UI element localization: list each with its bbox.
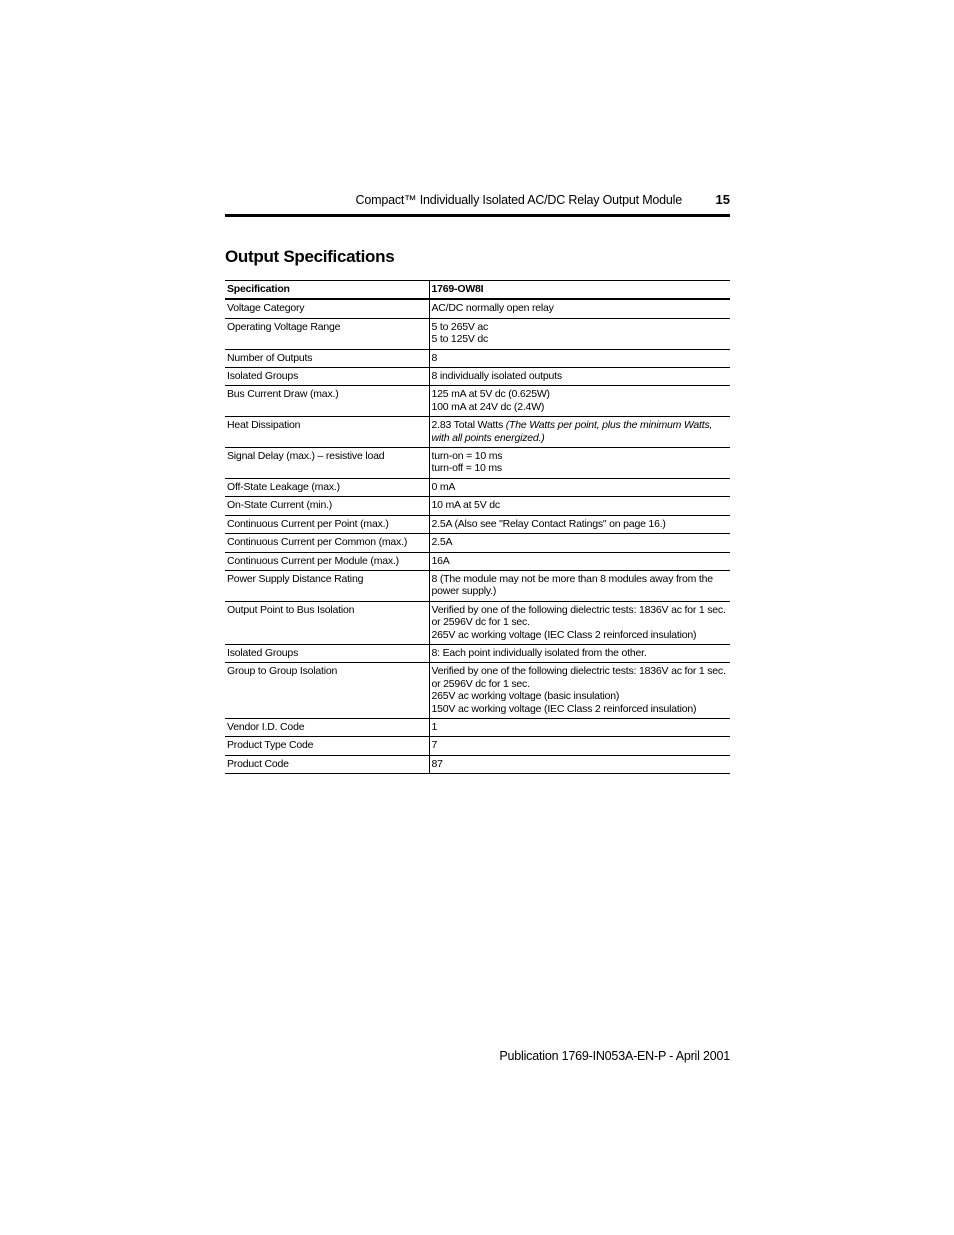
spec-value (429, 644, 730, 662)
column-header-model: 1769-OW8I (429, 281, 730, 300)
spec-name: Operating Voltage Range (225, 318, 429, 349)
value-line: 5 to 125V dc (431, 333, 489, 346)
running-header (225, 190, 730, 210)
table-row (225, 368, 730, 386)
table-row (225, 497, 730, 515)
value-line: turn-on = 10 ms (431, 450, 503, 463)
table-row (225, 755, 730, 773)
table-row (225, 515, 730, 533)
spec-value (429, 737, 730, 755)
spec-value (429, 515, 730, 533)
spec-name: Bus Current Draw (max.) (225, 386, 429, 417)
table-row (225, 644, 730, 662)
table-row (225, 448, 730, 479)
table-row (225, 663, 730, 719)
spec-value (429, 663, 730, 719)
spec-name: Heat Dissipation (225, 417, 429, 448)
header-title: Compact™ Individually Isolated AC/DC Relay Output Module (355, 193, 682, 207)
table-row (225, 386, 730, 417)
spec-name: Continuous Current per Point (max.) (225, 515, 429, 533)
spec-name: Isolated Groups (225, 368, 429, 386)
table-row (225, 737, 730, 755)
value-line: 1 (431, 720, 438, 733)
value-note: (The Watts per point, plus the minimum Watts, with all points energized.) (431, 419, 713, 444)
spec-value (429, 570, 730, 601)
spec-name: Continuous Current per Module (max.) (225, 552, 429, 570)
spec-value (429, 552, 730, 570)
spec-name: Signal Delay (max.) – resistive load (225, 448, 429, 479)
spec-name: On-State Current (min.) (225, 497, 429, 515)
value-text: 265V ac working voltage (basic insulation) (431, 690, 620, 703)
spec-value (429, 386, 730, 417)
spec-value (429, 534, 730, 552)
value-line: AC/DC normally open relay (431, 302, 554, 315)
value-line: 5 to 265V ac (431, 320, 489, 333)
spec-name: Isolated Groups (225, 644, 429, 662)
spec-value (429, 718, 730, 736)
table-row (225, 534, 730, 552)
publication-footer: Publication 1769-IN053A-EN-P - April 2001 (499, 1049, 730, 1063)
spec-value (429, 318, 730, 349)
output-specifications-table (225, 280, 730, 774)
spec-name: Voltage Category (225, 299, 429, 318)
table-row (225, 318, 730, 349)
value-line: 100 mA at 24V dc (2.4W) (431, 400, 545, 413)
value-line: 10 mA at 5V dc (431, 499, 500, 512)
header-rule (225, 214, 730, 217)
value-line: 16A (431, 554, 450, 567)
spec-value (429, 448, 730, 479)
page-number: 15 (715, 192, 730, 207)
table-row (225, 299, 730, 318)
value-line: 125 mA at 5V dc (0.625W) (431, 388, 550, 401)
spec-value (429, 368, 730, 386)
value-text: 265V ac working voltage (IEC Class 2 reinforced insulation) (431, 628, 697, 641)
table-row (225, 478, 730, 496)
spec-name: Product Code (225, 755, 429, 773)
column-header-specification: Specification (225, 281, 429, 300)
table-row (225, 552, 730, 570)
spec-value (429, 601, 730, 644)
value-line: 2.5A (431, 536, 453, 549)
spec-name: Group to Group Isolation (225, 663, 429, 719)
table-row (225, 349, 730, 367)
spec-value (429, 299, 730, 318)
spec-value (429, 755, 730, 773)
spec-name: Product Type Code (225, 737, 429, 755)
spec-name: Vendor I.D. Code (225, 718, 429, 736)
value-line: turn-off = 10 ms (431, 462, 502, 475)
value-line: 87 (431, 757, 443, 770)
value-line: 2.5A (Also see "Relay Contact Ratings" on page 16.) (431, 517, 666, 530)
value-line: 8 (431, 351, 438, 364)
spec-name: Output Point to Bus Isolation (225, 601, 429, 644)
value-text: 2.83 Total Watts (431, 419, 506, 432)
spec-value (429, 417, 730, 448)
spec-name: Continuous Current per Common (max.) (225, 534, 429, 552)
spec-name: Power Supply Distance Rating (225, 570, 429, 601)
table-row (225, 718, 730, 736)
value-line: 8 individually isolated outputs (431, 370, 562, 383)
value-line: 8: Each point individually isolated from the other. (431, 646, 647, 659)
spec-value (429, 478, 730, 496)
table-header-row (225, 281, 730, 300)
value-text: 8 (The module may not be more than 8 modules away from the power supply.) (431, 572, 713, 598)
spec-name: Off-State Leakage (max.) (225, 478, 429, 496)
spec-name: Number of Outputs (225, 349, 429, 367)
value-line: 0 mA (431, 480, 456, 493)
value-text: 150V ac working voltage (IEC Class 2 reinforced insulation) (431, 702, 697, 715)
table-row (225, 417, 730, 448)
value-text: Verified by one of the following dielectric tests: 1836V ac for 1 sec. or 2596V dc for 1 sec. (431, 603, 726, 629)
section-title: Output Specifications (225, 247, 395, 266)
value-text: Verified by one of the following dielectric tests: 1836V ac for 1 sec. or 2596V dc for 1 sec. (431, 665, 726, 690)
table-row (225, 601, 730, 644)
table-row (225, 570, 730, 601)
spec-value (429, 497, 730, 515)
spec-value (429, 349, 730, 367)
value-line: 7 (431, 739, 438, 752)
